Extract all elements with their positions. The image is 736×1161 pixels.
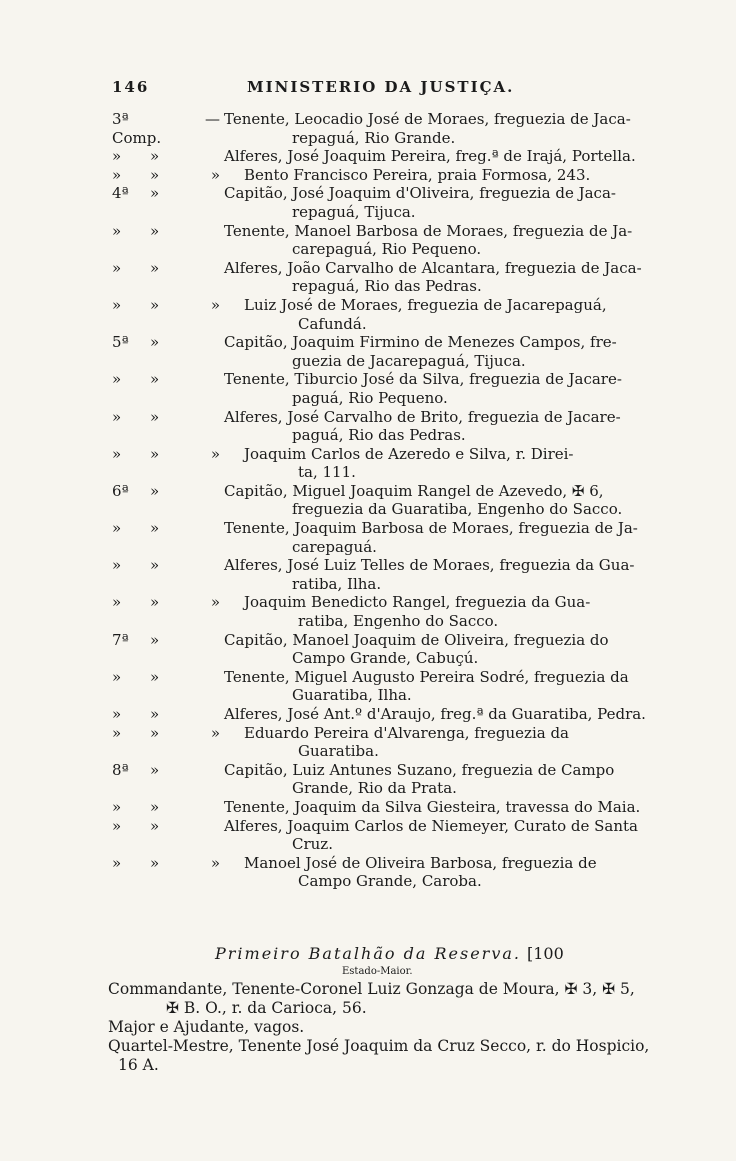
entry-text: [244, 854, 677, 891]
company-label: 5ª: [112, 333, 129, 352]
entry-continuation: Campo Grande, Caroba.: [298, 872, 482, 891]
list-item: [112, 222, 677, 259]
entry-continuation: ratiba, Engenho do Sacco.: [298, 612, 499, 631]
ditto-mark: »: [150, 295, 160, 314]
list-item: [112, 147, 677, 166]
entry-line: Tenente, Joaquim da Silva Giesteira, travessa do Maia.: [224, 797, 641, 816]
list-item: [112, 166, 677, 185]
ditto-mark: »: [210, 853, 220, 872]
list-item: [112, 519, 677, 556]
ditto-mark: —: [205, 110, 220, 128]
entry-continuation: Guaratiba, Ilha.: [292, 686, 412, 705]
ditto-mark: »: [150, 760, 160, 779]
entry-text: [224, 222, 677, 259]
ditto-mark: »: [150, 221, 160, 240]
entry-text: [244, 593, 677, 630]
entry-line: Joaquim Carlos de Azeredo e Silva, r. Direi-: [244, 444, 574, 463]
list-item: [112, 482, 677, 519]
entry-continuation: ta, 111.: [298, 463, 356, 482]
list-item: [112, 798, 677, 817]
list-item: [112, 593, 677, 630]
entry-continuation: repaguá, Tijuca.: [292, 202, 416, 221]
entry-text: [224, 631, 677, 668]
entry-text: [224, 408, 677, 445]
ditto-mark: »: [150, 705, 160, 723]
list-item: [112, 631, 677, 668]
entry-continuation: Campo Grande, Cabuçú.: [292, 649, 479, 668]
ditto-mark: »: [150, 481, 160, 500]
list-item: [112, 333, 677, 370]
entry-continuation: repaguá, Rio das Pedras.: [292, 277, 482, 296]
company-label: »: [112, 705, 122, 723]
entry-text: [244, 724, 677, 761]
entry-line: Alferes, Joaquim Carlos de Niemeyer, Curato de Santa: [224, 816, 638, 835]
entry-text: [224, 798, 677, 817]
company-label: »: [112, 221, 122, 240]
entry-line: Tenente, Manoel Barbosa de Moraes, freguezia de Ja-: [224, 221, 633, 240]
page-title: MINISTERIO DA JUSTIÇA.: [247, 78, 515, 96]
entry-line: Tenente, Miguel Augusto Pereira Sodré, freguezia da: [224, 667, 629, 686]
list-item: [112, 556, 677, 593]
entry-text: [224, 761, 677, 798]
entry-continuation: guezia de Jacarepaguá, Tijuca.: [292, 351, 526, 370]
ditto-mark: »: [150, 333, 160, 352]
quartermaster-line: Quartel-Mestre, Tenente José Joaquim da Cruz Secco, r. do Hospicio,: [108, 1037, 650, 1055]
ditto-mark: »: [150, 407, 160, 426]
ditto-mark: »: [150, 667, 160, 686]
ditto-mark: »: [150, 258, 160, 277]
list-item: [112, 110, 677, 147]
company-label: »: [112, 593, 122, 612]
entry-line: Alferes, José Carvalho de Brito, freguezia de Jacare-: [224, 407, 621, 426]
list-item: [112, 259, 677, 296]
ditto-mark: »: [210, 593, 220, 612]
list-item: [112, 854, 677, 891]
company-label: 3ª Comp.: [112, 110, 162, 147]
company-label: »: [112, 165, 122, 184]
company-list: [112, 110, 677, 891]
ditto-mark: »: [150, 853, 160, 872]
company-label: 4ª: [112, 184, 129, 203]
company-label: »: [112, 519, 122, 538]
quartermaster-line-cont: 16 A.: [118, 1056, 159, 1074]
ditto-mark: »: [150, 370, 160, 389]
commander-line-cont: ✠ B. O., r. da Carioca, 56.: [166, 999, 367, 1017]
company-label: »: [112, 816, 122, 835]
ditto-mark: »: [150, 556, 160, 575]
list-item: [112, 761, 677, 798]
entry-text: [224, 110, 677, 147]
entry-continuation: repaguá, Rio Grande.: [292, 128, 456, 147]
page-number: 146: [112, 78, 150, 96]
company-label: 6ª: [112, 481, 129, 500]
entry-text: [244, 166, 677, 185]
company-label: »: [112, 797, 122, 816]
list-item: [112, 705, 677, 724]
list-item: [112, 408, 677, 445]
major-line: Major e Ajudante, vagos.: [108, 1018, 305, 1036]
ditto-mark: »: [150, 444, 160, 463]
company-label: »: [112, 258, 122, 277]
list-item: [112, 184, 677, 221]
entry-continuation: Guaratiba.: [298, 742, 379, 761]
entry-line: Joaquim Benedicto Rangel, freguezia da Gua-: [244, 593, 591, 612]
section-subtitle: Estado-Maior.: [342, 966, 413, 977]
ditto-mark: »: [210, 295, 220, 314]
entry-line: Capitão, Luiz Antunes Suzano, freguezia de Campo: [224, 760, 615, 779]
entry-line: Capitão, José Joaquim d'Oliveira, freguezia de Jaca-: [224, 184, 616, 203]
list-item: [112, 817, 677, 854]
entry-text: [224, 705, 677, 724]
entry-text: [224, 519, 677, 556]
ditto-mark: »: [150, 816, 160, 835]
entry-text: [224, 556, 677, 593]
section-title: Primeiro Batalhão da Reserva.: [215, 944, 521, 963]
entry-line: Capitão, Joaquim Firmino de Menezes Campos, fre-: [224, 333, 617, 352]
company-label: »: [112, 444, 122, 463]
company-label: 7ª: [112, 630, 129, 649]
entry-line: Capitão, Miguel Joaquim Rangel de Azevedo, ✠ 6,: [224, 481, 604, 500]
ditto-mark: »: [150, 630, 160, 649]
entry-continuation: paguá, Rio Pequeno.: [292, 388, 448, 407]
entry-line: Manoel José de Oliveira Barbosa, freguezia de: [244, 853, 597, 872]
entry-text: [224, 482, 677, 519]
entry-text: [224, 668, 677, 705]
ditto-mark: »: [210, 444, 220, 463]
entry-line: Alferes, José Ant.º d'Araujo, freg.ª da Guaratiba, Pedra.: [224, 705, 646, 723]
ditto-mark: »: [150, 593, 160, 612]
ditto-mark: »: [150, 797, 160, 816]
entry-line: Luiz José de Moraes, freguezia de Jacarepaguá,: [244, 295, 607, 314]
company-label: »: [112, 147, 122, 166]
list-item: [112, 370, 677, 407]
ditto-mark: »: [150, 147, 160, 166]
entry-line: Bento Francisco Pereira, praia Formosa, 243.: [244, 165, 591, 184]
entry-continuation: carepaguá.: [292, 537, 377, 556]
entry-text: [224, 817, 677, 854]
ditto-mark: »: [150, 184, 160, 203]
entry-text: [224, 147, 677, 166]
entry-text: [224, 184, 677, 221]
ditto-mark: »: [150, 723, 160, 742]
entry-line: Alferes, José Luiz Telles de Moraes, freguezia da Gua-: [224, 556, 635, 575]
entry-line: Eduardo Pereira d'Alvarenga, freguezia da: [244, 723, 570, 742]
entry-continuation: carepaguá, Rio Pequeno.: [292, 240, 482, 259]
section-number: [100: [526, 944, 564, 963]
entry-continuation: Cruz.: [292, 835, 333, 854]
company-label: »: [112, 556, 122, 575]
list-item: [112, 668, 677, 705]
list-item: [112, 724, 677, 761]
section-heading: [215, 944, 564, 963]
company-label: »: [112, 295, 122, 314]
commander-line: Commandante, Tenente-Coronel Luiz Gonzaga de Moura, ✠ 3, ✠ 5,: [108, 980, 635, 998]
entry-line: Alferes, José Joaquim Pereira, freg.ª de Irajá, Portella.: [224, 147, 636, 166]
entry-continuation: paguá, Rio das Pedras.: [292, 426, 466, 445]
company-label: »: [112, 407, 122, 426]
entry-continuation: Cafundá.: [298, 314, 367, 333]
entry-line: Capitão, Manoel Joaquim de Oliveira, freguezia do: [224, 630, 609, 649]
list-item: [112, 445, 677, 482]
entry-continuation: Grande, Rio da Prata.: [292, 779, 457, 798]
company-label: »: [112, 667, 122, 686]
entry-line: Alferes, João Carvalho de Alcantara, freguezia de Jaca-: [224, 258, 642, 277]
entry-line: Tenente, Leocadio José de Moraes, freguezia de Jaca-: [224, 110, 631, 128]
list-item: [112, 296, 677, 333]
ditto-mark: »: [150, 165, 160, 184]
ditto-mark: »: [150, 519, 160, 538]
entry-continuation: freguezia da Guaratiba, Engenho do Sacco.: [292, 500, 623, 519]
ditto-mark: »: [210, 165, 220, 184]
entry-text: [244, 296, 677, 333]
company-label: »: [112, 723, 122, 742]
ditto-mark: »: [210, 723, 220, 742]
entry-text: [224, 333, 677, 370]
company-label: 8ª: [112, 760, 129, 779]
entry-line: Tenente, Tiburcio José da Silva, freguezia de Jacare-: [224, 370, 622, 389]
entry-continuation: ratiba, Ilha.: [292, 574, 382, 593]
company-label: »: [112, 370, 122, 389]
entry-line: Tenente, Joaquim Barbosa de Moraes, freguezia de Ja-: [224, 519, 638, 538]
entry-text: [224, 259, 677, 296]
entry-text: [224, 370, 677, 407]
company-label: »: [112, 853, 122, 872]
entry-text: [244, 445, 677, 482]
staff-list: [108, 980, 688, 1075]
